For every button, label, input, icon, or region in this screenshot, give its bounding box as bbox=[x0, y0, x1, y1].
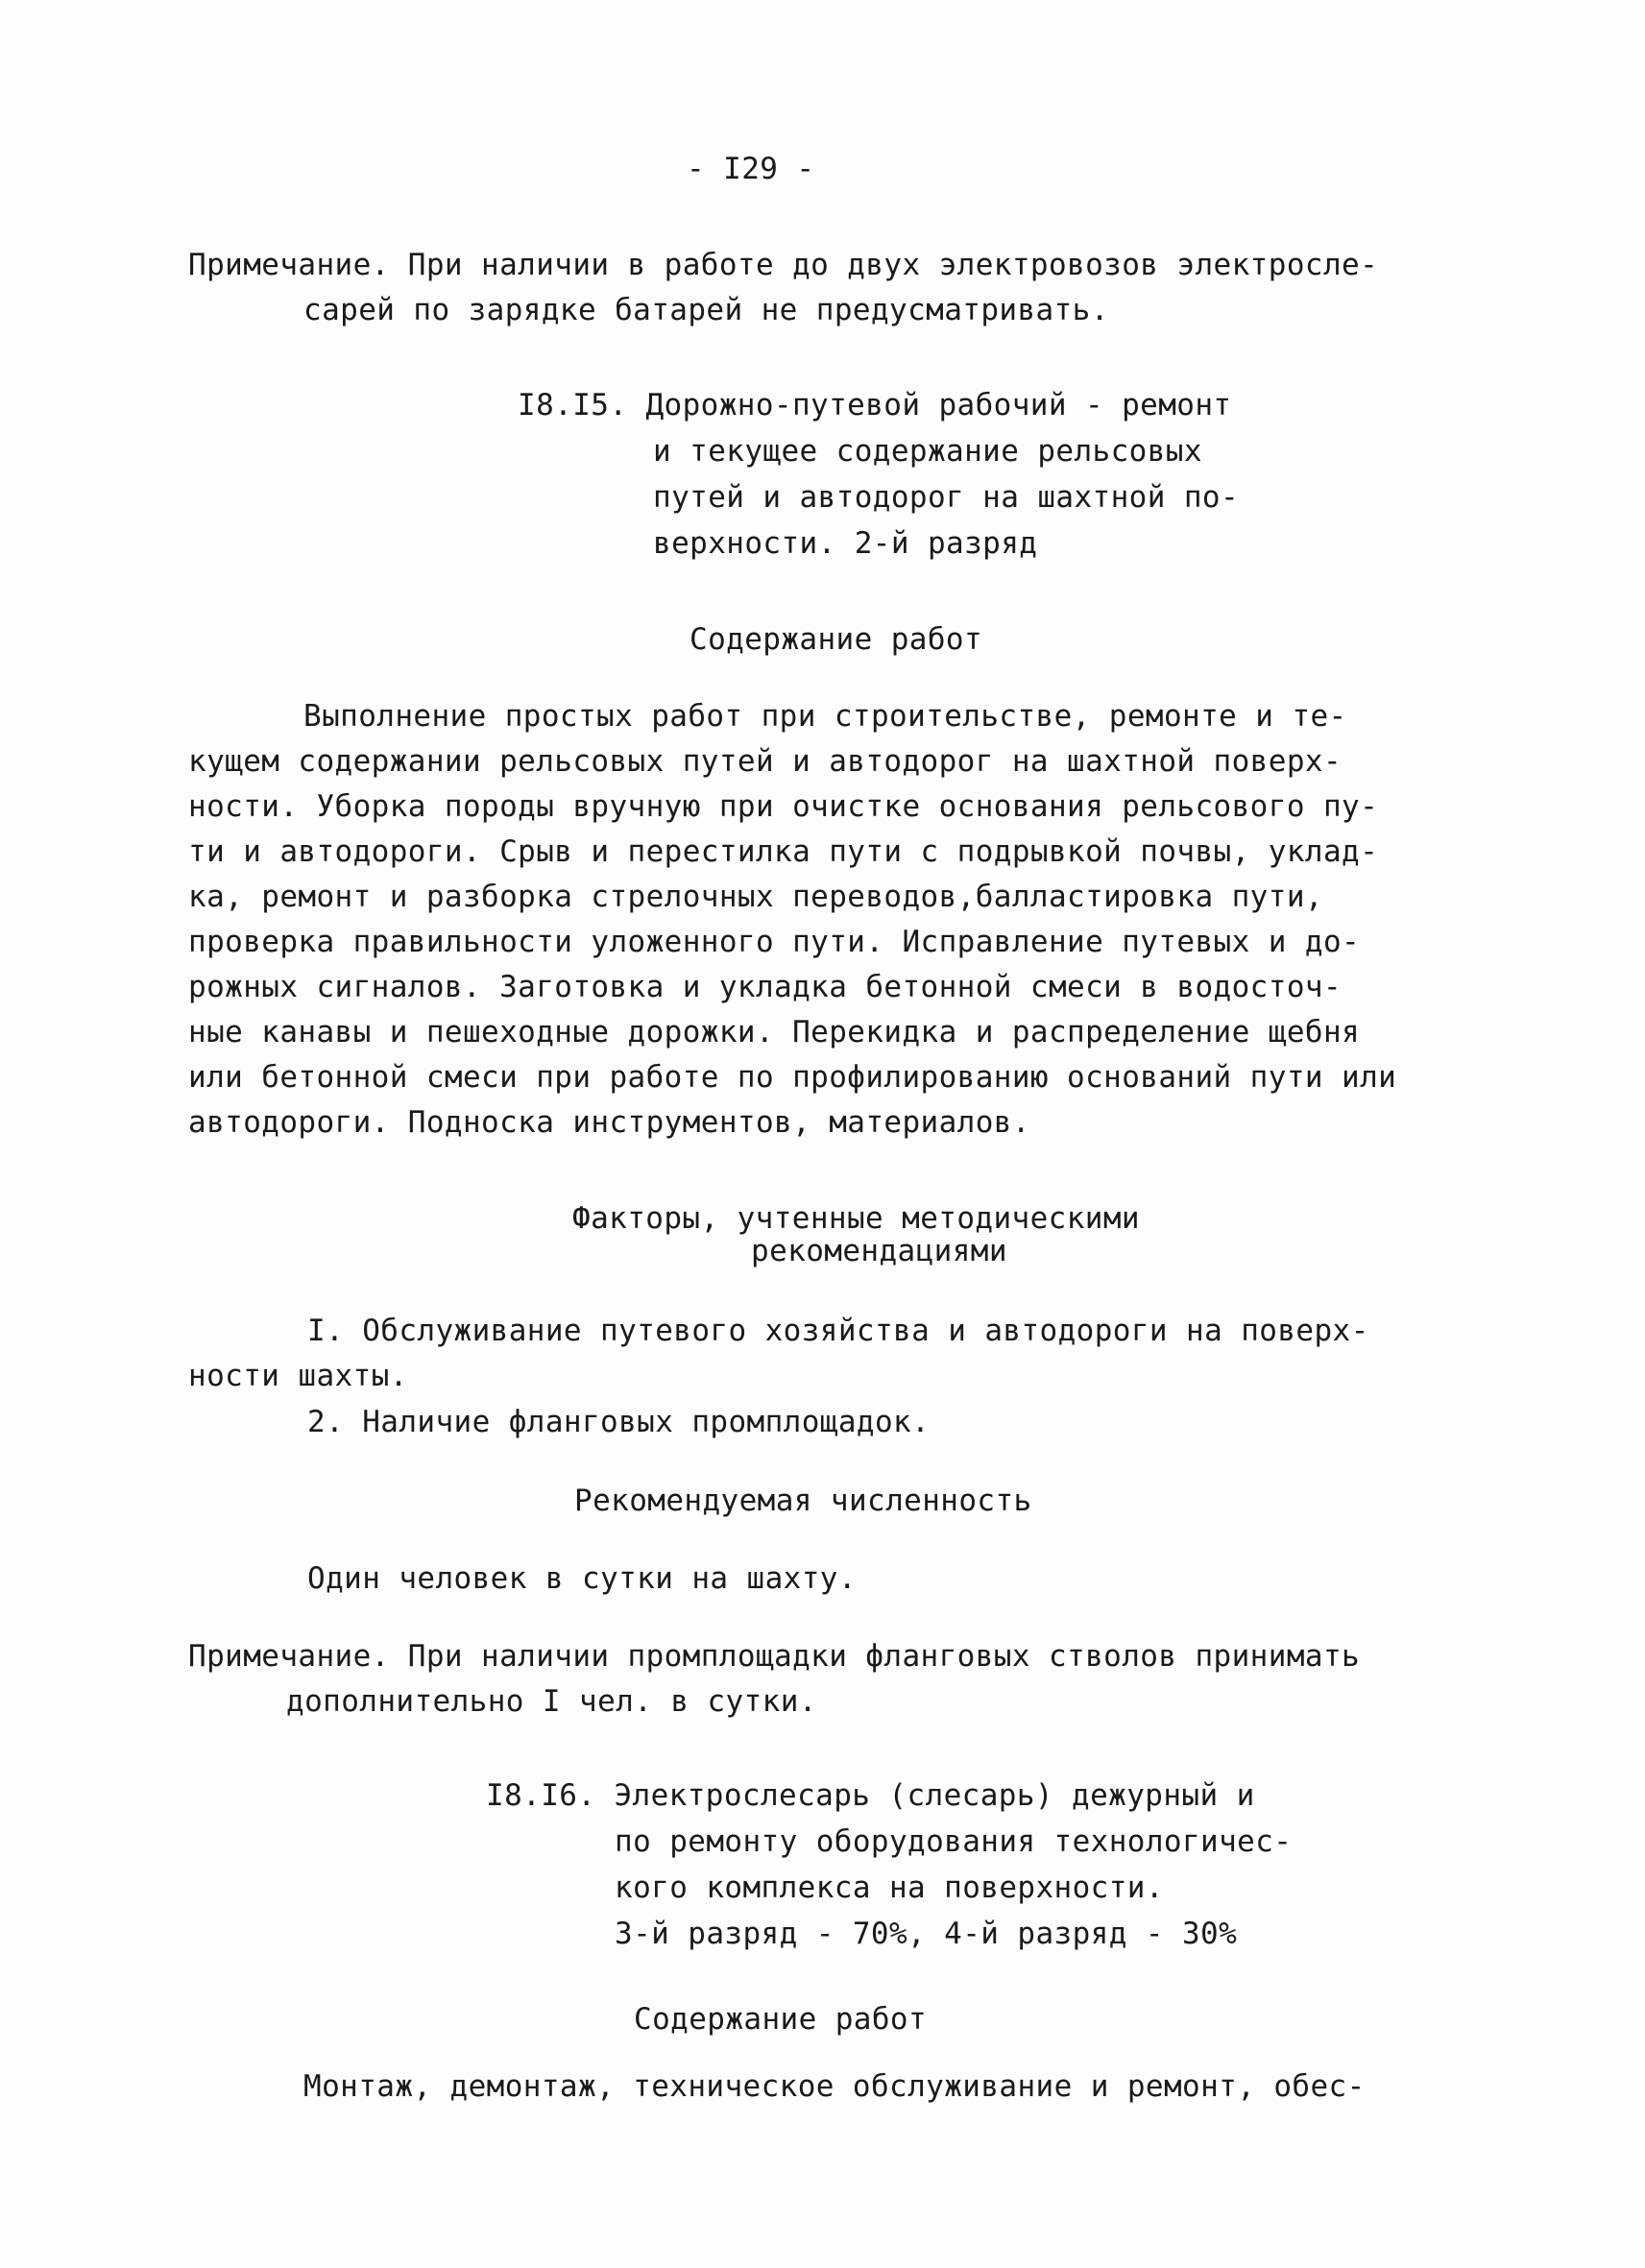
note-line: Примечание. При наличии промплощадки фланговых стволов принимать bbox=[188, 1639, 1361, 1674]
paragraph-line: ные канавы и пешеходные дорожки. Перекидка и распределение щебня bbox=[188, 1015, 1361, 1050]
section-heading: I8.I5. Дорожно-путевой рабочий - ремонт bbox=[518, 388, 1232, 422]
factor-item: I. Обслуживание путевого хозяйства и автодороги на поверх- bbox=[307, 1314, 1369, 1348]
section-heading: верхности. 2-й разряд bbox=[653, 526, 1038, 561]
paragraph-line: ка, ремонт и разборка стрелочных переводов,балластировка пути, bbox=[188, 880, 1323, 914]
subsection-title: Содержание работ bbox=[634, 2002, 928, 2037]
paragraph-line: ти и автодороги. Срыв и перестилка пути с подрывкой почвы, уклад- bbox=[188, 834, 1379, 869]
paragraph-line: Монтаж, демонтаж, техническое обслуживание и ремонт, обес- bbox=[303, 2069, 1366, 2104]
paragraph-line: кущем содержании рельсовых путей и автодорог на шахтной поверх- bbox=[188, 744, 1343, 779]
subsection-title: Факторы, учтенные методическими bbox=[572, 1201, 1140, 1236]
subsection-title: Рекомендуемая численность bbox=[574, 1484, 1032, 1518]
paragraph-line: или бетонной смеси при работе по профилированию оснований пути или bbox=[188, 1060, 1397, 1095]
staff-text: Один человек в сутки на шахту. bbox=[307, 1561, 857, 1596]
note-line: дополнительно I чел. в сутки. bbox=[286, 1684, 817, 1719]
section-heading: кого комплекса на поверхности. bbox=[615, 1870, 1164, 1905]
note-line: сарей по зарядке батарей не предусматривать. bbox=[303, 293, 1109, 327]
factor-item: 2. Наличие фланговых промплощадок. bbox=[307, 1405, 931, 1439]
note-line: Примечание. При наличии в работе до двух электровозов электросле- bbox=[188, 248, 1379, 282]
section-heading: и текущее содержание рельсовых bbox=[653, 434, 1202, 469]
paragraph-line: ности. Уборка породы вручную при очистке основания рельсового пу- bbox=[188, 789, 1379, 824]
section-heading: по ремонту оборудования технологичес- bbox=[615, 1824, 1293, 1859]
paragraph-line: Выполнение простых работ при строительстве, ремонте и те- bbox=[303, 699, 1347, 734]
subsection-title: рекомендациями bbox=[751, 1234, 1007, 1268]
paragraph-line: проверка правильности уложенного пути. Исправление путевых и до- bbox=[188, 925, 1361, 959]
page-number: - I29 - bbox=[687, 152, 815, 186]
section-heading: 3-й разряд - 70%, 4-й разряд - 30% bbox=[615, 1917, 1238, 1951]
section-heading: I8.I6. Электрослесарь (слесарь) дежурный и bbox=[486, 1778, 1255, 1813]
paragraph-line: автодороги. Подноска инструментов, материалов. bbox=[188, 1105, 1030, 1140]
subsection-title: Содержание работ bbox=[689, 622, 983, 657]
paragraph-line: рожных сигналов. Заготовка и укладка бетонной смеси в водосточ- bbox=[188, 970, 1343, 1004]
factor-item: ности шахты. bbox=[188, 1359, 408, 1393]
section-heading: путей и автодорог на шахтной по- bbox=[653, 480, 1240, 515]
